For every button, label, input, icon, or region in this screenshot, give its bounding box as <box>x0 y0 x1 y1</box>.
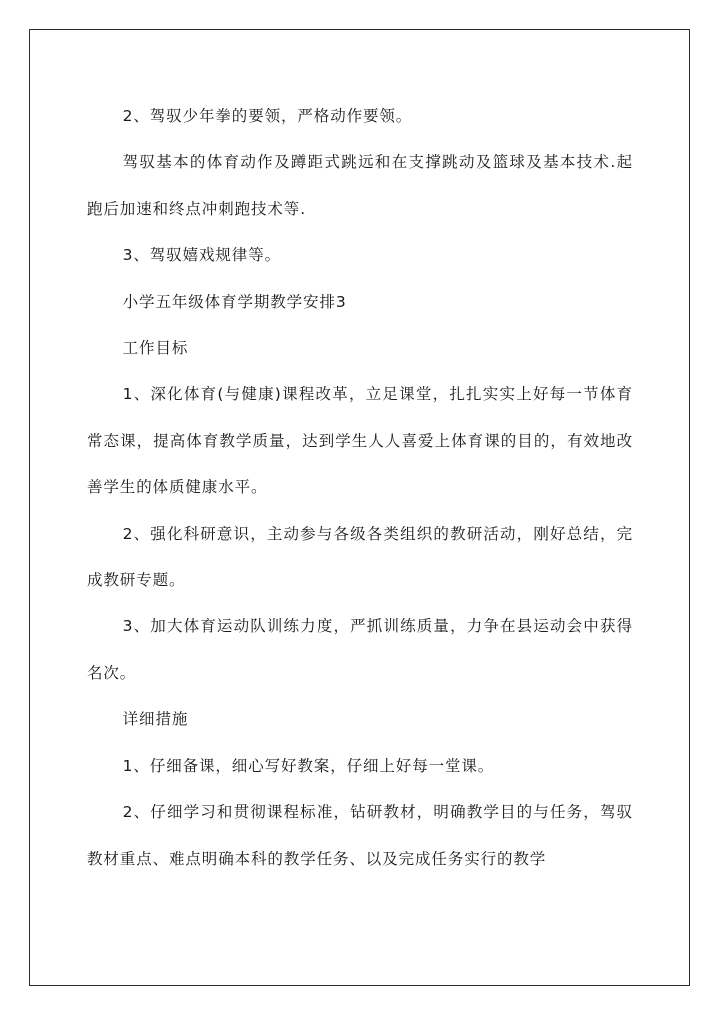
section-title: 小学五年级体育学期教学安排3 <box>122 292 347 311</box>
paragraph-measure-1: 1、仔细备课，细心写好教案，仔细上好每一堂课。 <box>122 756 495 775</box>
paragraph-measure-2: 2、仔细学习和贯彻课程标准，钻研教材，明确教学目的与任务，驾驭教材重点、难点明确本科的教学任务、以及完成任务实行的教学 <box>87 803 633 868</box>
paragraph-2: 驾驭基本的体育动作及蹲距式跳远和在支撑跳动及篮球及基本技术.起跑后加速和终点冲刺跑技术等. <box>87 153 633 218</box>
paragraph-1: 2、驾驭少年拳的要领，严格动作要领。 <box>122 107 413 125</box>
document-body <box>87 93 633 882</box>
heading-work-goals: 工作目标 <box>122 339 189 358</box>
paragraph-goal-2: 2、强化科研意识，主动参与各级各类组织的教研活动，刚好总结，完成教研专题。 <box>87 524 633 590</box>
paragraph-goal-1: 1、深化体育(与健康)课程改革，立足课堂，扎扎实实上好每一节体育常态课，提高体育教学质量，达到学生人人喜爱上体育课的目的，有效地改善学生的体质健康水平。 <box>87 385 633 497</box>
paragraph-3: 3、驾驭嬉戏规律等。 <box>122 246 282 265</box>
paragraph-goal-3: 3、加大体育运动队训练力度，严抓训练质量，力争在县运动会中获得名次。 <box>87 617 633 682</box>
heading-detailed-measures: 详细措施 <box>122 710 189 729</box>
